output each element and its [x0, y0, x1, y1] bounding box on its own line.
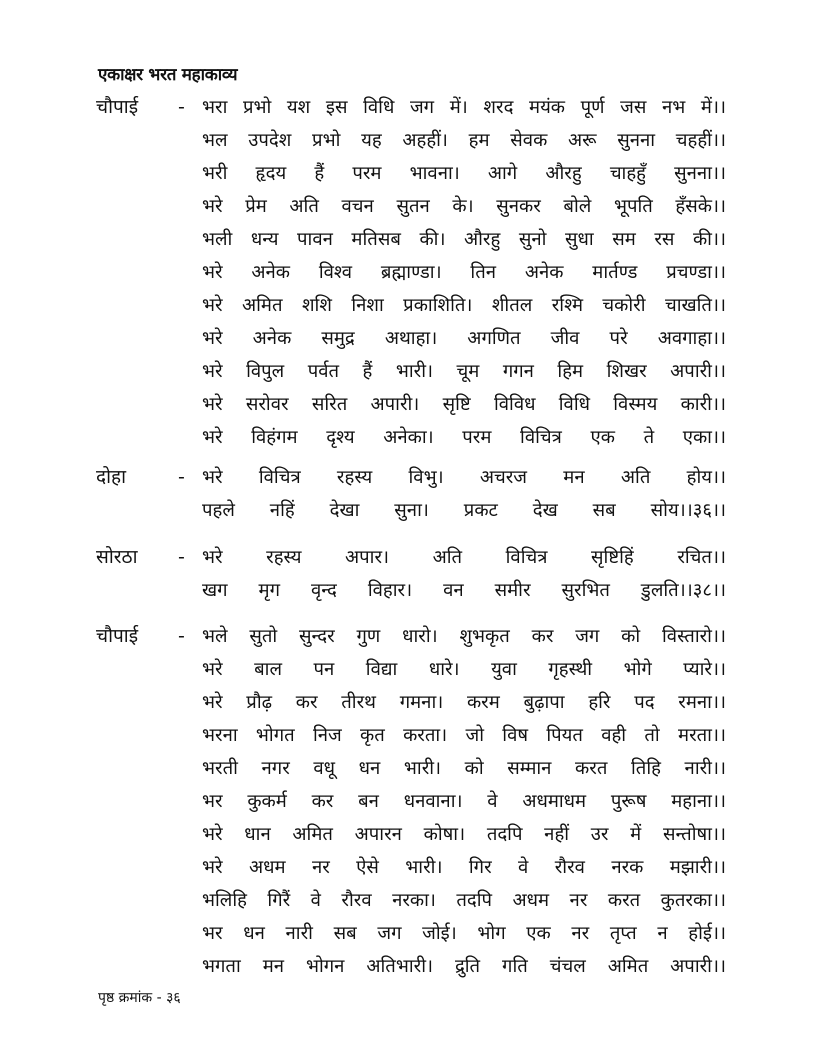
verse-line: भगता मन भोगन अतिभारी। द्रुति गति चंचल अमित अपारी।। — [202, 956, 726, 977]
verse-line: भरी हृदय हैं परम भावना। आगे औरहु चाहहुँ सुनना।। — [202, 163, 726, 184]
section-dash: - — [178, 546, 185, 568]
verse-line: भरे विपुल पर्वत हैं भारी। चूम गगन हिम शिखर अपारी।। — [202, 361, 726, 382]
verse-line: भरे सरोवर सरित अपारी। सृष्टि विविध विधि विस्मय कारी।। — [202, 394, 726, 415]
verse-line: भरे अमित शशि निशा प्रकाशिति। शीतल रश्मि चकोरी चाखति।। — [202, 295, 726, 316]
verse-line: भली धन्य पावन मतिसब की। औरहु सुनो सुधा सम रस की।। — [202, 229, 726, 250]
verse-line: भरे अनेक समुद्र अथाहा। अगणित जीव परे अवगाहा।। — [202, 328, 726, 349]
verse-line: भलिहि गिरैं वे रौरव नरका। तदपि अधम नर करत कुतरका।। — [202, 890, 726, 911]
verse-line: भरे विचित्र रहस्य विभु। अचरज मन अति होय।। — [202, 467, 726, 488]
page-header-title: एकाक्षर भरत महाकाव्य — [98, 65, 238, 85]
verse-line: भरे अनेक विश्व ब्रह्माण्डा। तिन अनेक मार्तण्ड प्रचण्डा।। — [202, 262, 726, 283]
verse-line: पहले नहिं देखा सुना। प्रकट देख सब सोय।।३६।। — [202, 500, 726, 521]
section-dash: - — [178, 466, 185, 488]
verse-line: भरना भोगत निज कृत करता। जो विष पियत वही तो मरता।। — [202, 725, 726, 746]
page-number-footer: पृष्ठ क्रमांक - ३६ — [98, 990, 181, 1006]
verse-line: भले सुतो सुन्दर गुण धारो। शुभकृत कर जग को विस्तारो।। — [202, 626, 726, 647]
section-label: सोरठा — [96, 546, 138, 568]
verse-lines — [202, 91, 726, 454]
verse-line: भरे अधम नर ऐसे भारी। गिर वे रौरव नरक मझारी।। — [202, 857, 726, 878]
verse-line: खग मृग वृन्द विहार। वन समीर सुरभित डुलति।।३८।। — [202, 580, 726, 601]
verse-line: भरे विहंगम दृश्य अनेका। परम विचित्र एक ते एका।। — [202, 427, 726, 448]
section-label: दोहा — [96, 466, 127, 488]
section-dash: - — [178, 625, 185, 647]
section-dash: - — [178, 96, 185, 118]
section-label: चौपाई — [96, 625, 139, 647]
verse-lines — [202, 620, 726, 983]
verse-line: भरती नगर वधू धन भारी। को सम्मान करत तिहि नारी।। — [202, 758, 726, 779]
verse-line: भरे रहस्य अपार। अति विचित्र सृष्टिहिं रचित।। — [202, 547, 726, 568]
verse-line: भरे बाल पन विद्या धारे। युवा गृहस्थी भोगे प्यारे।। — [202, 659, 726, 680]
verse-line: भरे प्रौढ़ कर तीरथ गमना। करम बुढ़ापा हरि पद रमना।। — [202, 692, 726, 713]
verse-line: भरा प्रभो यश इस विधि जग में। शरद मयंक पूर्ण जस नभ में।। — [202, 97, 726, 118]
verse-line: भल उपदेश प्रभो यह अहहीं। हम सेवक अरू सुनना चहहीं।। — [202, 130, 726, 151]
verse-lines — [202, 461, 726, 527]
section-label: चौपाई — [96, 96, 139, 118]
verse-line: भर धन नारी सब जग जोई। भोग एक नर तृप्त न होई।। — [202, 923, 726, 944]
verse-line: भरे प्रेम अति वचन सुतन के। सुनकर बोले भूपति हँसके।। — [202, 196, 726, 217]
verse-line: भर कुकर्म कर बन धनवाना। वे अधमाधम पुरूष महाना।। — [202, 791, 726, 812]
verse-lines — [202, 541, 726, 607]
verse-line: भरे धान अमित अपारन कोषा। तदपि नहीं उर में सन्तोषा।। — [202, 824, 726, 845]
